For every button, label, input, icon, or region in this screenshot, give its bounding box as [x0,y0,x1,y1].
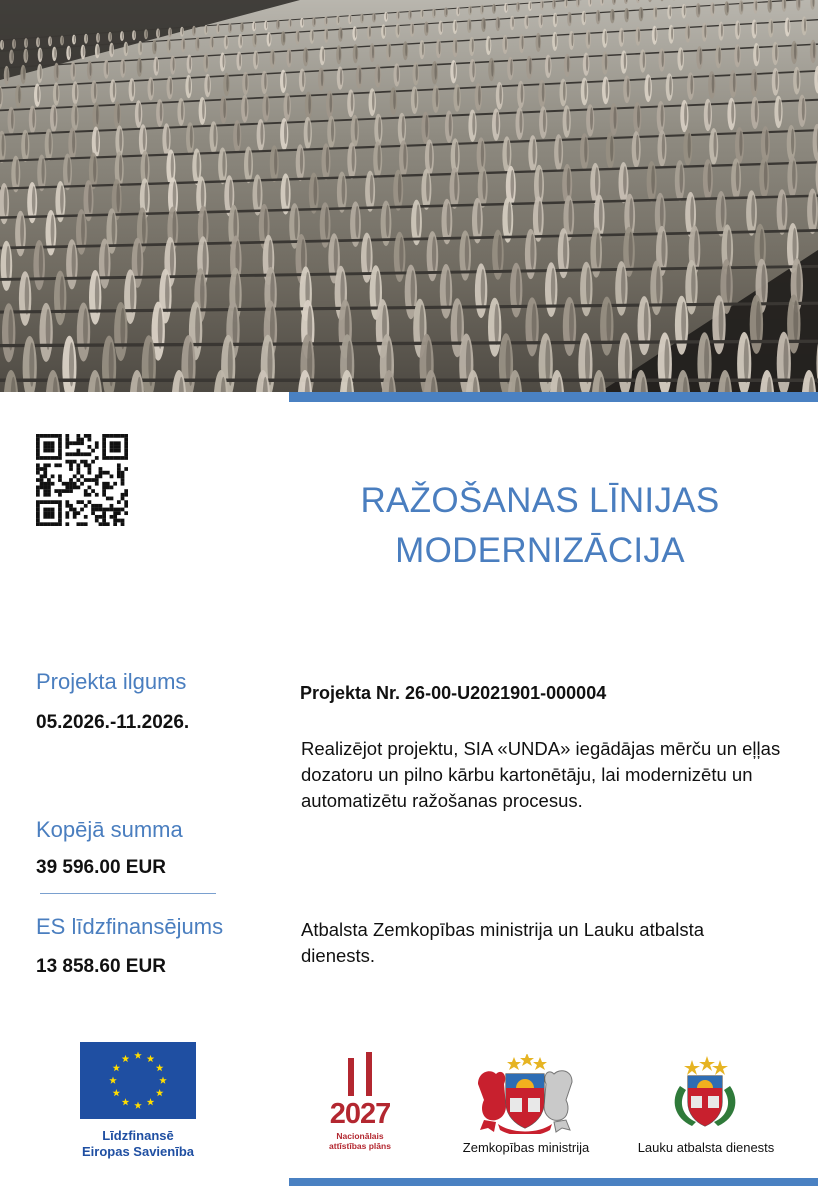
eu-logo-caption [62,1128,214,1160]
eu-star [109,1077,117,1084]
title-line-1: RAŽOŠANAS LĪNIJAS [360,481,720,520]
eu-star [113,1089,121,1096]
eu-star [147,1098,155,1105]
fish-production-line-photo [0,0,818,392]
project-description: Realizējot projektu, SIA «UNDA» iegādājas mērču un eļļas dozatoru un pilno kārbu kartonētāju, lai modernizētu un automatizētu ražošanas procesus. [301,738,781,811]
nap-caption-line-1: Nacionālais [336,1131,384,1141]
title-line-2: MODERNIZĀCIJA [395,531,685,570]
bottom-accent-rule [289,1178,818,1186]
page-title [300,476,780,576]
eu-star [134,1052,142,1059]
eu-cofinancing-label: ES līdzfinansējums [36,914,224,939]
qr-code-icon [36,434,128,526]
eu-star [122,1055,130,1062]
facts-divider [40,893,216,894]
nap-caption-line-2: attīstības plāns [329,1141,391,1151]
rural-support-coat-of-arms-icon [666,1056,744,1132]
eu-cofinancing-value: 13 858.60 EUR [36,956,166,977]
eu-star [156,1089,164,1096]
eu-star [147,1055,155,1062]
duration-value: 05.2026.-11.2026. [36,712,190,733]
eu-flag-icon [80,1042,196,1119]
eu-star [122,1098,130,1105]
eu-star [134,1102,142,1109]
top-accent-rule [289,392,818,402]
rural-support-caption: Lauku atbalsta dienests [637,1140,775,1155]
eu-star [156,1064,164,1071]
duration-label: Projekta ilgums [36,669,187,694]
eu-star [159,1077,167,1084]
eu-star [113,1064,121,1071]
nap-caption [316,1131,404,1151]
ministry-caption: Zemkopības ministrija [462,1140,590,1155]
total-amount-value: 39 596.00 EUR [36,857,166,878]
ministry-coat-of-arms-icon [472,1054,578,1134]
eu-caption-line-1: Līdzfinansē [102,1128,174,1143]
nap-year: 2027 [329,1098,391,1130]
eu-caption-line-2: Eiropas Savienība [82,1144,194,1159]
project-number: Projekta Nr. 26-00-U2021901-000004 [300,683,607,703]
support-statement: Atbalsta Zemkopības ministrija un Lauku atbalsta dienests. [301,919,705,966]
total-amount-label: Kopējā summa [36,817,183,842]
